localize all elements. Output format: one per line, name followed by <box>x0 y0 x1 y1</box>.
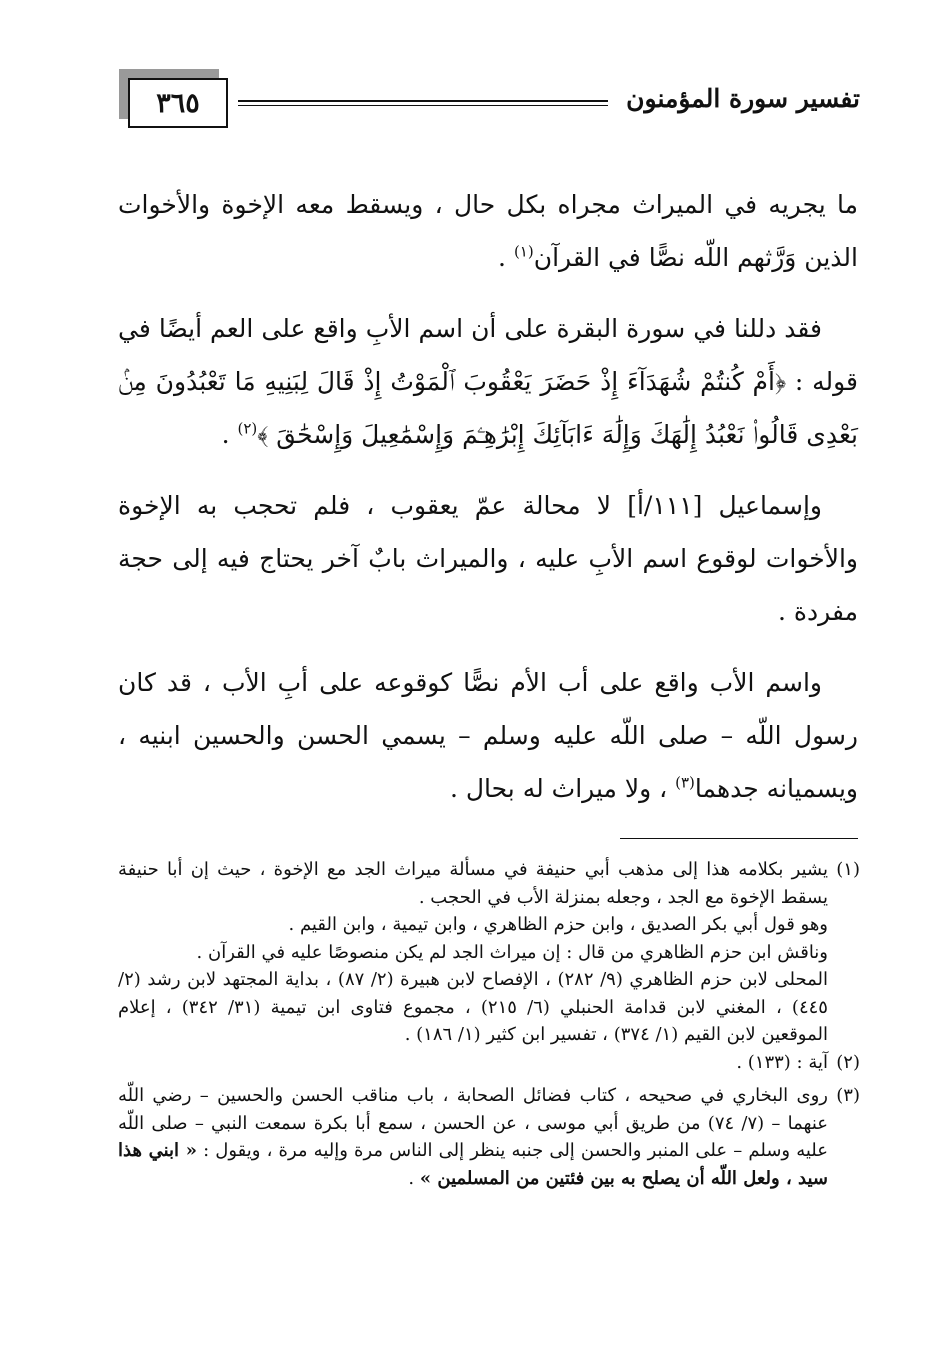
main-text <box>118 178 858 833</box>
footnote-line: وناقش ابن حزم الظاهري من قال : إن ميراث الجد لم يكن منصوصًا عليه في القرآن . <box>196 941 828 963</box>
footnote-2 <box>118 1049 860 1077</box>
header-rule <box>238 100 608 102</box>
footnotes <box>118 856 860 1192</box>
footnote-1 <box>118 856 860 1049</box>
paragraph-4: واسم الأب واقع على أب الأم نصًّا كوقوعه على أبِ الأب ، قد كان رسول اللّه – صلى اللّه عليه وسلم – يسمي الحسن والحسين ابنيه ، ويسميانه جدهما$^{(٣)}$ ، ولا ميراث له بحال . <box>118 668 858 803</box>
footnote-number: (٢) <box>836 1051 860 1073</box>
footnote-line: يشير بكلامه هذا إلى مذهب أبي حنيفة في مسألة ميراث الجد مع الإخوة ، حيث إن أبا حنيفة يسقط الإخوة مع الجد ، وجعله بمنزلة الأب في الحجب . <box>118 859 828 908</box>
page-number-box <box>128 78 228 128</box>
footnote-ref-1[interactable]: (١) <box>513 242 534 261</box>
page-header <box>118 62 860 154</box>
footnote-ref-3[interactable]: (٣) <box>675 773 695 792</box>
page-number: ٣٦٥ <box>156 87 200 119</box>
paragraph-2: فقد دللنا في سورة البقرة على أن اسم الأبِ واقع على العم أيضًا في قوله : ﴿أَمْ كُنتُمْ شُهَدَآءَ إِذْ حَضَرَ يَعْقُوبَ ٱلْمَوْتُ إِذْ قَالَ لِبَنِيهِ مَا تَعْبُدُونَ مِنۢ بَعْدِى قَالُوا۟ نَعْبُدُ إِلَٰهَكَ وَإِلَٰهَ ءَابَآئِكَ إِبْرَٰهِـۧمَ وَإِسْمَٰعِيلَ وَإِسْحَٰقَ ﴾$^{(٢)}$ . <box>118 314 858 449</box>
header-rule-thin <box>238 105 608 106</box>
footnote-number: (٣) <box>836 1085 860 1106</box>
footnote-line: المحلى لابن حزم الظاهري (٩/ ٢٨٢) ، الإفصاح لابن هبيرة (٢/ ٨٧) ، بداية المجتهد لابن رشد (٢/ ٤٤٥) ، المغني لابن قدامة الحنبلي (٦/ ٢١٥) ، مجموع فتاوى ابن تيمية (٣١/ ٣٤٢) ، إعلام الموقعين لابن القيم (١/ ٣٧٤) ، تفسير ابن كثير (١/ ١٨٦) . <box>118 969 828 1045</box>
footnote-number: (١) <box>836 859 860 880</box>
footnote-separator <box>620 838 858 839</box>
footnote-text: روى البخاري في صحيحه ، كتاب فضائل الصحابة ، باب مناقب الحسن والحسين – رضي اللّه عنهما – (٧/ ٧٤) من طريق أبي موسى ، عن الحسن ، سمع أبا بكرة سمعت النبي – صلى اللّه عليه وسلم – على المنبر والحسن إلى جنبه ينظر إلى الناس مرة وإليه مرة ، ويقول : « ابني هذا سيد ، ولعل اللّه أن يصلح به بين فئتين من المسلمين » . <box>118 1085 828 1189</box>
footnote-3 <box>118 1082 860 1192</box>
paragraph-3: وإسماعيل [١١١/أ] لا محالة عمّ يعقوب ، فلم تحجب به الإخوة والأخوات لوقوع اسم الأبِ عليه ، والميراث بابٌ آخر يحتاج فيه إلى حجة مفردة . <box>118 491 858 626</box>
footnote-ref-2[interactable]: (٢) <box>237 419 258 438</box>
footnote-text: آية : (١٣٣) . <box>736 1051 828 1073</box>
footnote-line: وهو قول أبي بكر الصديق ، وابن حزم الظاهري ، وابن تيمية ، وابن القيم . <box>288 914 828 935</box>
paragraph-1: ما يجريه في الميراث مجراه بكل حال ، ويسقط معه الإخوة والأخوات الذين وَرَّثهم اللّه نصًّا في القرآن$^{(١)}$ . <box>118 190 858 272</box>
running-title: تفسير سورة المؤمنون <box>626 84 860 113</box>
hadith-quote: « ابني هذا سيد ، ولعل اللّه أن يصلح به بين فئتين من المسلمين » <box>118 1140 828 1189</box>
